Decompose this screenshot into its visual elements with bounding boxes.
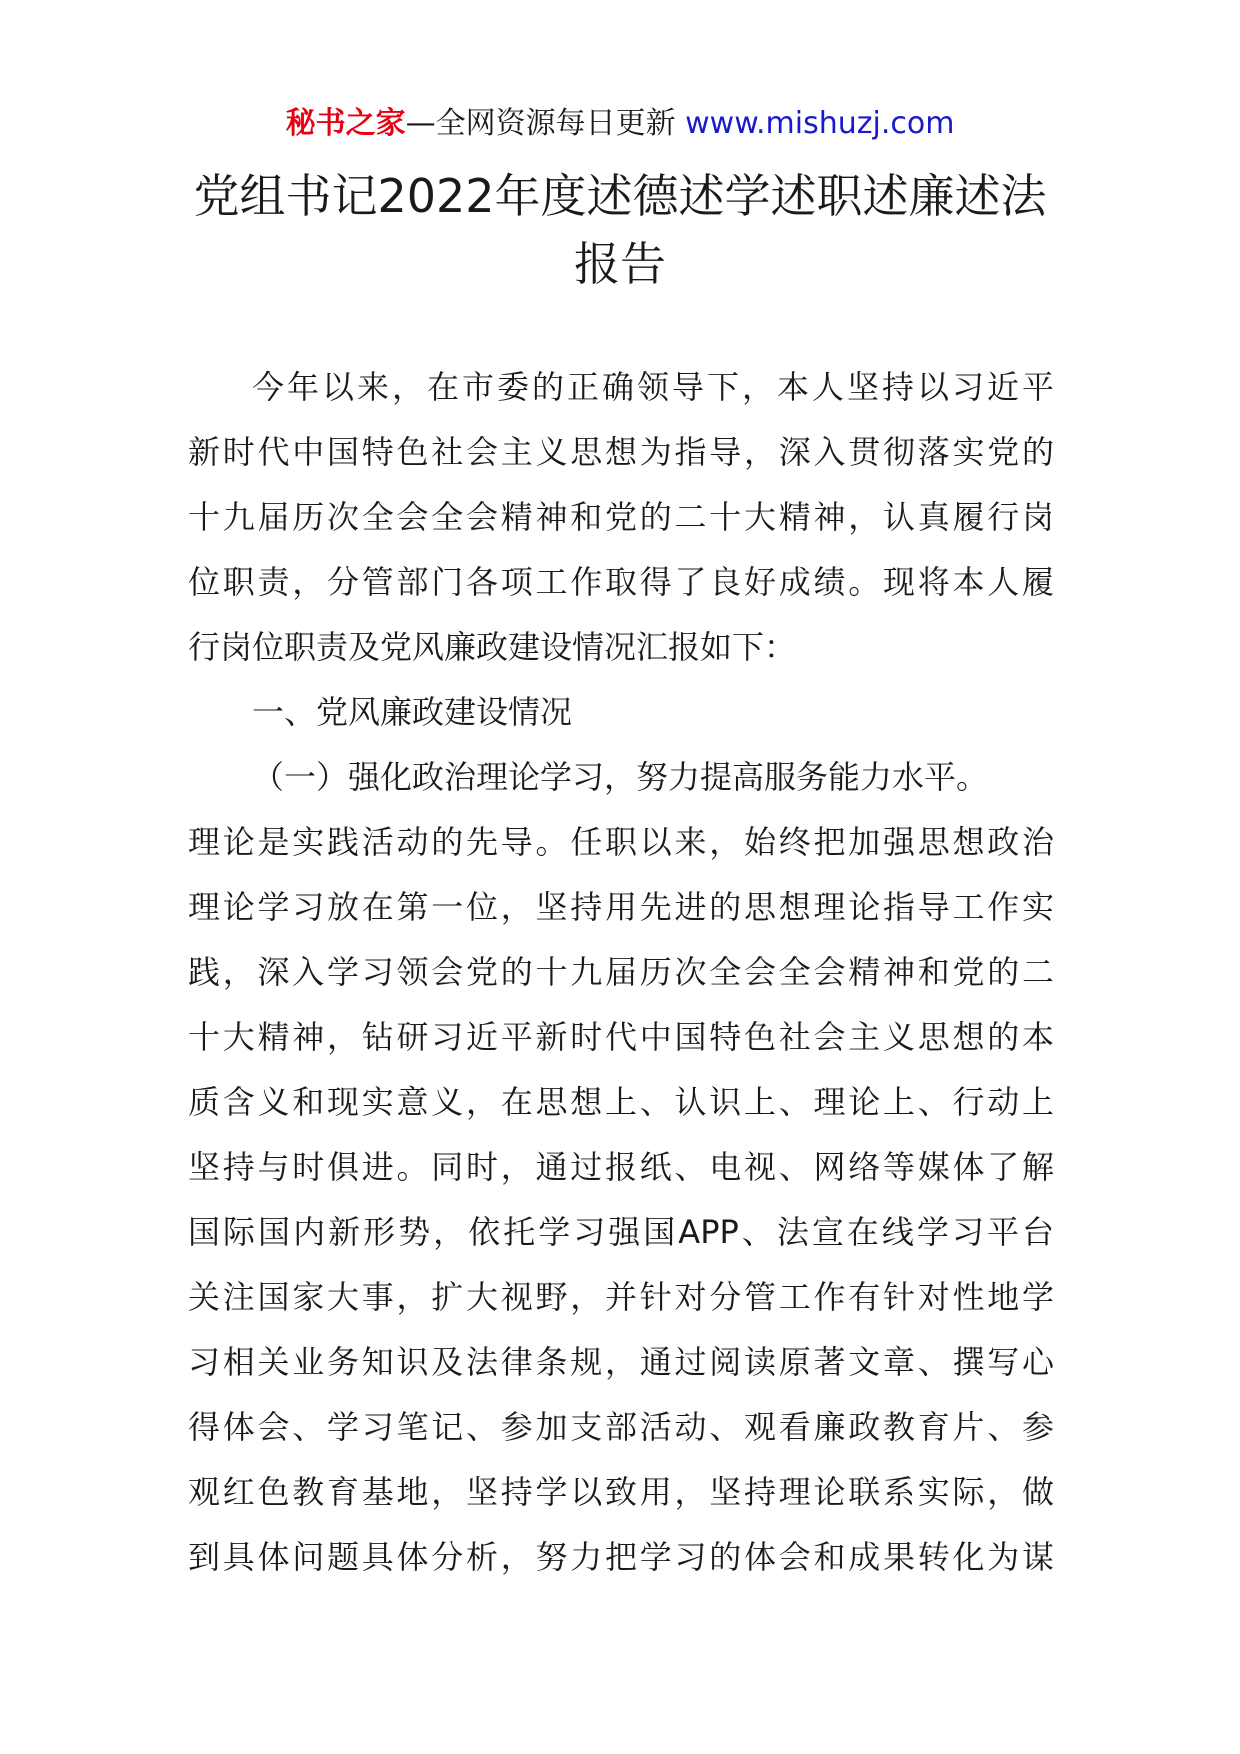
document-body bbox=[188, 355, 1054, 1590]
paragraph-line: 践，深入学习领会党的十九届历次全会全会精神和党的二 bbox=[188, 953, 1054, 991]
paragraph-line: 新时代中国特色社会主义思想为指导，深入贯彻落实党的 bbox=[188, 433, 1054, 471]
paragraph-line: 理论是实践活动的先导。任职以来，始终把加强思想政治 bbox=[188, 823, 1054, 861]
document-title bbox=[150, 162, 1090, 298]
paragraph-line: 十九届历次全会全会精神和党的二十大精神，认真履行岗 bbox=[188, 498, 1054, 536]
paragraph-line: 观红色教育基地，坚持学以致用，坚持理论联系实际，做 bbox=[188, 1473, 1054, 1511]
site-url: www.mishuzj.com bbox=[685, 106, 955, 141]
paragraph-line: 坚持与时俱进。同时，通过报纸、电视、网络等媒体了解 bbox=[188, 1148, 1054, 1186]
paragraph-line: 关注国家大事，扩大视野，并针对分管工作有针对性地学 bbox=[188, 1278, 1054, 1316]
paragraph-line: 习相关业务知识及法律条规，通过阅读原著文章、撰写心 bbox=[188, 1343, 1054, 1381]
title-line-2: 报告 bbox=[574, 237, 666, 291]
paragraph-line: 国际国内新形势，依托学习强国APP、法宣在线学习平台 bbox=[188, 1213, 1054, 1251]
subsection-heading: （一）强化政治理论学习，努力提高服务能力水平。 bbox=[252, 758, 989, 796]
section-heading: 一、党风廉政建设情况 bbox=[252, 693, 573, 731]
paragraph-line: 十大精神，钻研习近平新时代中国特色社会主义思想的本 bbox=[188, 1018, 1054, 1056]
paragraph-line: 到具体问题具体分析，努力把学习的体会和成果转化为谋 bbox=[188, 1538, 1054, 1576]
site-header bbox=[0, 100, 1240, 148]
header-slogan: —全网资源每日更新 bbox=[405, 106, 676, 141]
brand-name: 秘书之家 bbox=[285, 106, 406, 141]
paragraph-line: 行岗位职责及党风廉政建设情况汇报如下： bbox=[188, 628, 797, 666]
paragraph-line: 得体会、学习笔记、参加支部活动、观看廉政教育片、参 bbox=[188, 1408, 1054, 1446]
title-line-1: 党组书记2022年度述德述学述职述廉述法 bbox=[193, 169, 1047, 223]
paragraph-line: 理论学习放在第一位，坚持用先进的思想理论指导工作实 bbox=[188, 888, 1054, 926]
paragraph-line: 质含义和现实意义，在思想上、认识上、理论上、行动上 bbox=[188, 1083, 1054, 1121]
paragraph-line: 位职责，分管部门各项工作取得了良好成绩。现将本人履 bbox=[188, 563, 1054, 601]
paragraph-line: 今年以来，在市委的正确领导下，本人坚持以习近平 bbox=[252, 368, 1054, 406]
